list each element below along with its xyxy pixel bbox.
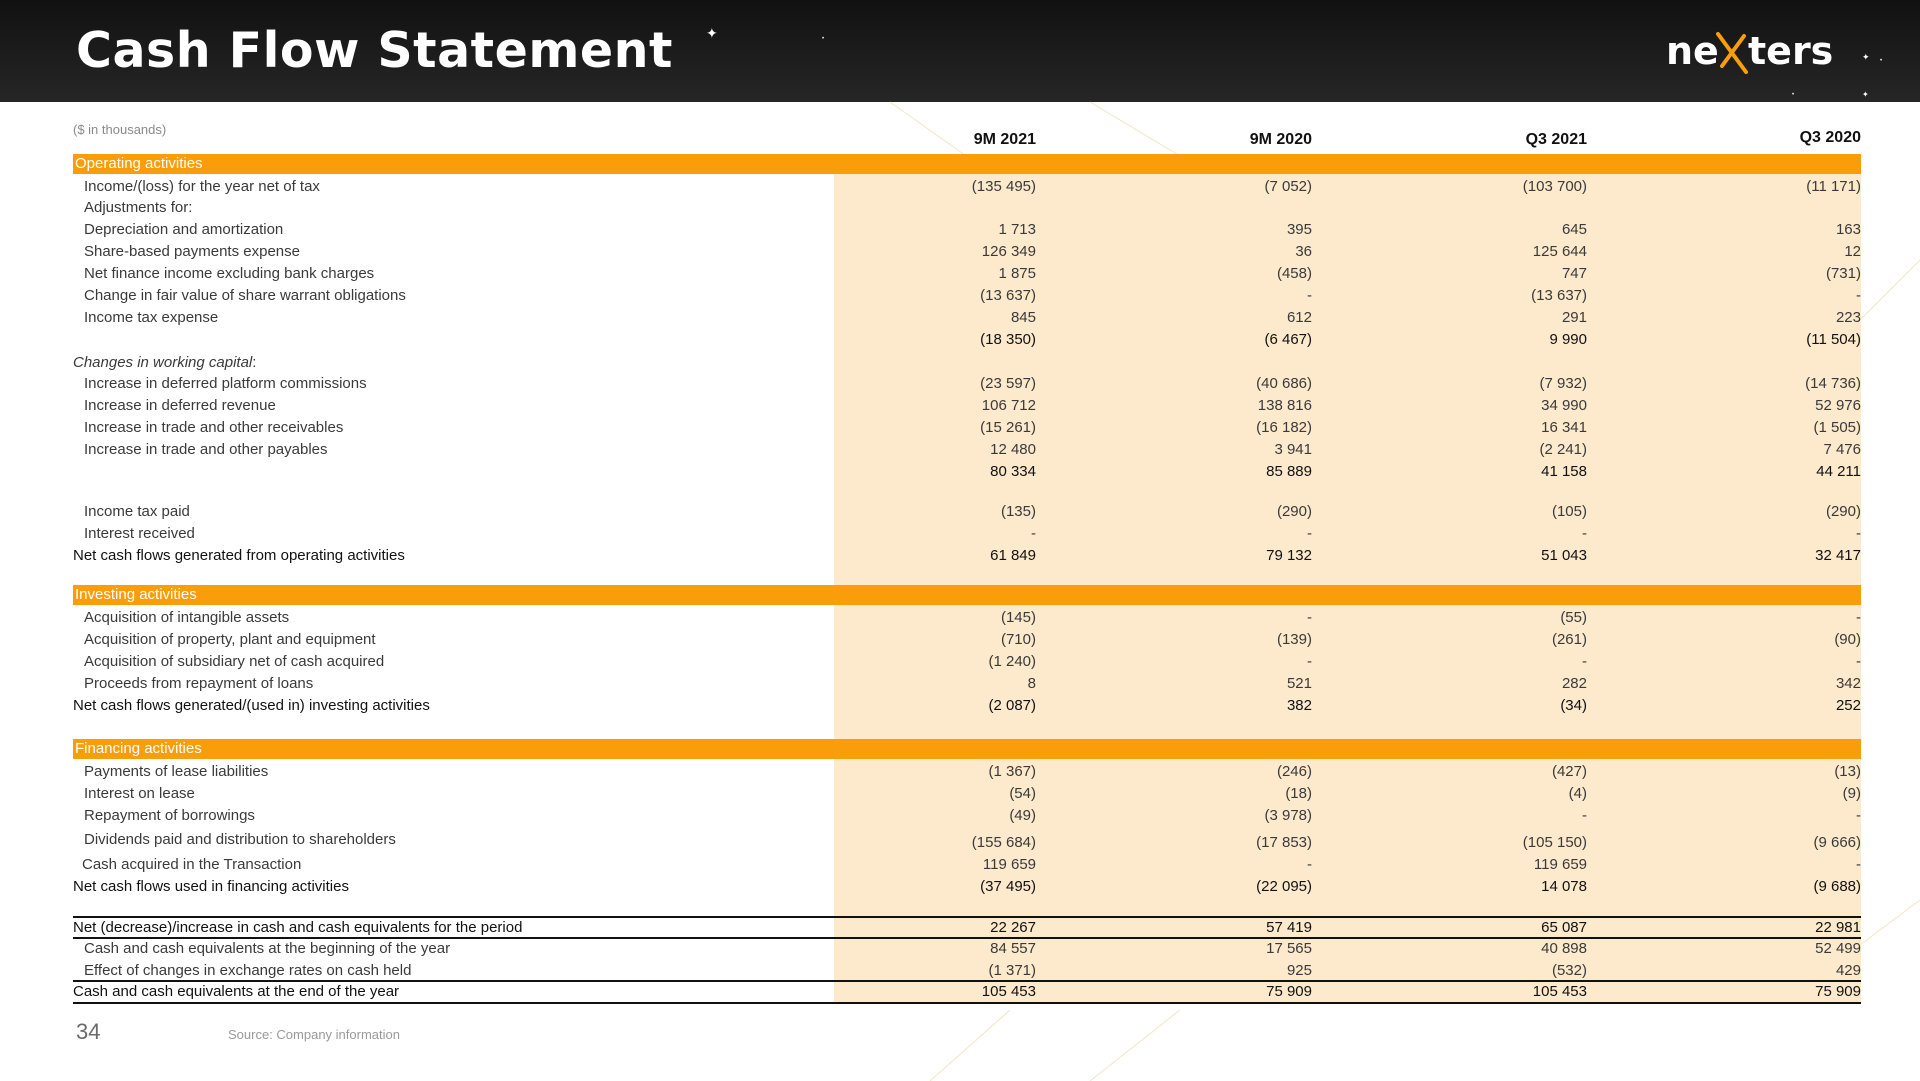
star-decoration: • xyxy=(822,36,825,42)
subtotal-row xyxy=(73,331,1861,351)
units-note: ($ in thousands) xyxy=(73,122,167,137)
source-note: Source: Company information xyxy=(228,1027,400,1042)
section-investing xyxy=(73,585,1861,605)
row-label: Effect of changes in exchange rates on cash held xyxy=(84,962,412,979)
cell-9m-2021: (145) xyxy=(1000,609,1036,626)
cell-q3-2021: 41 158 xyxy=(1541,463,1587,480)
cell-q3-2020: 429 xyxy=(1835,962,1861,979)
cell-9m-2021: 22 267 xyxy=(990,919,1036,936)
cell-q3-2020: - xyxy=(1856,287,1861,304)
cell-q3-2020: (1 505) xyxy=(1813,419,1861,436)
row-label: Acquisition of property, plant and equipment xyxy=(84,631,376,648)
cell-q3-2020: (14 736) xyxy=(1805,375,1861,392)
table-row xyxy=(73,763,1861,783)
nexters-logo-mark xyxy=(1666,24,1844,80)
cell-q3-2021: - xyxy=(1582,653,1587,670)
cell-q3-2020: 22 981 xyxy=(1815,919,1861,936)
cell-9m-2021: 1 713 xyxy=(998,221,1036,238)
cell-9m-2020: (18) xyxy=(1285,785,1312,802)
cell-9m-2021: (135) xyxy=(1000,503,1036,520)
cell-q3-2021: - xyxy=(1582,807,1587,824)
cell-9m-2020: 395 xyxy=(1286,221,1312,238)
cell-9m-2021: (2 087) xyxy=(988,697,1036,714)
subtotal-row xyxy=(73,463,1861,483)
cell-q3-2020: 163 xyxy=(1835,221,1861,238)
cell-q3-2020: 32 417 xyxy=(1815,547,1861,564)
cell-9m-2021: (13 637) xyxy=(980,287,1036,304)
star-decoration: • xyxy=(1792,92,1795,98)
cell-q3-2020: - xyxy=(1856,856,1861,873)
svg-text:ters: ters xyxy=(1748,29,1834,73)
cell-9m-2020: - xyxy=(1307,856,1312,873)
summary-rule xyxy=(73,937,1861,939)
cell-9m-2020: - xyxy=(1307,287,1312,304)
cell-q3-2020: (9) xyxy=(1842,785,1861,802)
nexters-logo xyxy=(1666,24,1844,80)
cell-q3-2021: (427) xyxy=(1551,763,1587,780)
row-label: Increase in deferred revenue xyxy=(84,397,276,414)
cell-9m-2020: 925 xyxy=(1286,962,1312,979)
cell-q3-2020: (731) xyxy=(1825,265,1861,282)
table-row xyxy=(73,265,1861,285)
table-row xyxy=(73,675,1861,695)
cell-9m-2021: (37 495) xyxy=(980,878,1036,895)
table-row xyxy=(73,631,1861,651)
table-row xyxy=(73,503,1861,523)
cell-q3-2021: (103 700) xyxy=(1522,178,1587,195)
cell-9m-2021: 1 875 xyxy=(998,265,1036,282)
cell-9m-2020: (22 095) xyxy=(1256,878,1312,895)
cell-q3-2021: 16 341 xyxy=(1541,419,1587,436)
net-change-row xyxy=(73,919,1861,939)
table-row xyxy=(73,609,1861,629)
cell-q3-2020: (9 666) xyxy=(1813,834,1861,851)
row-label: Repayment of borrowings xyxy=(84,807,255,824)
cell-9m-2021: (49) xyxy=(1009,807,1036,824)
table-row xyxy=(73,221,1861,241)
star-decoration: ✦ xyxy=(1862,52,1870,62)
star-decoration: ✦ xyxy=(706,25,718,41)
cell-q3-2020: (11 504) xyxy=(1806,331,1861,348)
cell-9m-2021: (54) xyxy=(1009,785,1036,802)
row-label: Income tax paid xyxy=(84,503,190,520)
ending-cash-row xyxy=(73,983,1861,1003)
cell-9m-2021: 12 480 xyxy=(990,441,1036,458)
cell-9m-2020: 138 816 xyxy=(1257,397,1312,414)
cell-q3-2020: 342 xyxy=(1835,675,1861,692)
table-row xyxy=(73,940,1861,960)
page-title: Cash Flow Statement xyxy=(76,22,673,79)
row-label: Net cash flows used in financing activities xyxy=(73,878,349,895)
cell-q3-2021: 645 xyxy=(1561,221,1587,238)
cell-9m-2021: (155 684) xyxy=(971,834,1036,851)
column-header-9m-2020: 9M 2020 xyxy=(1249,131,1312,148)
row-label: Increase in deferred platform commissions xyxy=(84,375,367,392)
row-label: Interest on lease xyxy=(84,785,195,802)
cell-q3-2021: (13 637) xyxy=(1531,287,1587,304)
cell-9m-2020: 612 xyxy=(1286,309,1312,326)
cell-q3-2020: 75 909 xyxy=(1815,983,1861,1000)
table-row xyxy=(73,525,1861,545)
table-row xyxy=(73,653,1861,673)
cell-9m-2020: 85 889 xyxy=(1266,463,1312,480)
cell-9m-2020: (7 052) xyxy=(1264,178,1312,195)
row-label: Net finance income excluding bank charges xyxy=(84,265,375,282)
row-label: Change in fair value of share warrant obligations xyxy=(84,287,406,304)
cell-9m-2021: 845 xyxy=(1010,309,1036,326)
cell-9m-2021: 106 712 xyxy=(981,397,1036,414)
cell-9m-2020: (3 978) xyxy=(1264,807,1312,824)
cell-q3-2021: 51 043 xyxy=(1541,547,1587,564)
cell-9m-2020: - xyxy=(1307,525,1312,542)
row-label: Changes in working capital: xyxy=(73,354,257,371)
cell-q3-2021: 40 898 xyxy=(1541,940,1587,957)
row-label: Dividends paid and distribution to shareholders xyxy=(84,831,396,848)
section-title: Operating activities xyxy=(75,155,203,172)
cell-9m-2021: 61 849 xyxy=(990,547,1036,564)
column-header-9m-2021: 9M 2021 xyxy=(973,131,1036,148)
summary-rule xyxy=(73,1002,1861,1004)
row-label: Share-based payments expense xyxy=(84,243,300,260)
cell-q3-2020: - xyxy=(1856,807,1861,824)
table-row xyxy=(73,397,1861,417)
cell-q3-2020: 252 xyxy=(1835,697,1861,714)
table-row xyxy=(73,243,1861,263)
cell-9m-2021: 8 xyxy=(1027,675,1036,692)
row-label: Adjustments for: xyxy=(84,199,193,216)
table-row xyxy=(73,199,1861,219)
cell-q3-2021: 14 078 xyxy=(1541,878,1587,895)
cell-q3-2021: 65 087 xyxy=(1541,919,1587,936)
cell-q3-2021: (2 241) xyxy=(1539,441,1587,458)
cell-9m-2020: (40 686) xyxy=(1256,375,1312,392)
cell-q3-2020: (290) xyxy=(1825,503,1861,520)
cell-9m-2020: 521 xyxy=(1286,675,1312,692)
cell-q3-2021: 282 xyxy=(1561,675,1587,692)
cell-9m-2020: - xyxy=(1307,653,1312,670)
cell-q3-2020: (11 171) xyxy=(1806,178,1861,195)
cell-q3-2021: (105 150) xyxy=(1522,834,1587,851)
row-label: Income/(loss) for the year net of tax xyxy=(84,178,320,195)
row-label: Acquisition of subsidiary net of cash acquired xyxy=(84,653,385,670)
cell-9m-2021: 119 659 xyxy=(982,856,1036,873)
cell-q3-2020: 52 976 xyxy=(1815,397,1861,414)
cell-q3-2021: (55) xyxy=(1560,609,1587,626)
section-title: Investing activities xyxy=(75,586,197,603)
cell-q3-2020: - xyxy=(1856,525,1861,542)
table-row xyxy=(73,856,1861,876)
cell-9m-2020: (17 853) xyxy=(1256,834,1312,851)
cell-q3-2021: (4) xyxy=(1568,785,1587,802)
cell-q3-2021: (34) xyxy=(1560,697,1587,714)
cell-q3-2021: (532) xyxy=(1551,962,1587,979)
working-capital-heading xyxy=(73,354,1861,374)
investing-total-row xyxy=(73,697,1861,717)
row-label: Depreciation and amortization xyxy=(84,221,284,238)
row-label: Payments of lease liabilities xyxy=(84,763,269,780)
table-row xyxy=(73,785,1861,805)
cell-9m-2021: (23 597) xyxy=(980,375,1036,392)
column-header-q3-2021: Q3 2021 xyxy=(1525,131,1587,148)
cell-q3-2021: 125 644 xyxy=(1532,243,1587,260)
cell-9m-2020: (16 182) xyxy=(1256,419,1312,436)
table-row xyxy=(73,375,1861,395)
cell-9m-2021: 80 334 xyxy=(990,463,1036,480)
cell-9m-2021: (135 495) xyxy=(971,178,1036,195)
cell-9m-2020: 382 xyxy=(1286,697,1312,714)
cell-q3-2020: 223 xyxy=(1835,309,1861,326)
cell-9m-2020: - xyxy=(1307,609,1312,626)
section-title: Financing activities xyxy=(75,740,202,757)
row-label: Net cash flows generated/(used in) investing activities xyxy=(73,697,430,714)
cell-q3-2021: 9 990 xyxy=(1549,331,1587,348)
cell-9m-2020: 3 941 xyxy=(1274,441,1312,458)
cell-9m-2020: (139) xyxy=(1276,631,1312,648)
cell-q3-2020: (9 688) xyxy=(1813,878,1861,895)
cell-q3-2020: 12 xyxy=(1844,243,1861,260)
row-label: Interest received xyxy=(84,525,195,542)
table-row xyxy=(73,287,1861,307)
cell-9m-2021: 105 453 xyxy=(981,983,1036,1000)
row-label: Cash acquired in the Transaction xyxy=(82,856,302,873)
table-row xyxy=(73,831,1861,851)
table-row xyxy=(73,309,1861,329)
cell-9m-2021: - xyxy=(1031,525,1036,542)
table-row xyxy=(73,807,1861,827)
summary-rule xyxy=(73,916,1861,918)
page-number: 34 xyxy=(76,1019,101,1044)
cell-q3-2021: 34 990 xyxy=(1541,397,1587,414)
cell-9m-2020: (458) xyxy=(1276,265,1312,282)
cell-9m-2021: (1 367) xyxy=(988,763,1036,780)
star-decoration: ✦ xyxy=(1862,90,1869,99)
cell-q3-2021: 747 xyxy=(1561,265,1587,282)
row-label: Net cash flows generated from operating activities xyxy=(73,547,405,564)
cell-q3-2020: (90) xyxy=(1834,631,1861,648)
row-label: Net (decrease)/increase in cash and cash equivalents for the period xyxy=(73,919,523,936)
section-financing xyxy=(73,739,1861,759)
row-label: Proceeds from repayment of loans xyxy=(84,675,314,692)
cell-9m-2021: (1 371) xyxy=(988,962,1036,979)
cell-q3-2020: 52 499 xyxy=(1815,940,1861,957)
cell-q3-2021: (7 932) xyxy=(1539,375,1587,392)
cell-9m-2021: (18 350) xyxy=(980,331,1036,348)
cell-9m-2020: (246) xyxy=(1276,763,1312,780)
cell-9m-2020: 75 909 xyxy=(1266,983,1312,1000)
row-label: Cash and cash equivalents at the beginning of the year xyxy=(84,940,451,957)
row-label: Cash and cash equivalents at the end of the year xyxy=(73,983,400,1000)
column-header-q3-2020: Q3 2020 xyxy=(1799,129,1861,146)
cell-9m-2021: (710) xyxy=(1000,631,1036,648)
star-decoration: • xyxy=(1880,58,1883,64)
row-label: Acquisition of intangible assets xyxy=(84,609,290,626)
cell-9m-2020: (6 467) xyxy=(1264,331,1312,348)
table-row xyxy=(73,441,1861,461)
svg-text:ne: ne xyxy=(1666,29,1719,73)
cell-q3-2021: 105 453 xyxy=(1532,983,1587,1000)
cell-9m-2020: 36 xyxy=(1295,243,1312,260)
cell-q3-2020: (13) xyxy=(1834,763,1861,780)
cell-9m-2020: (290) xyxy=(1276,503,1312,520)
section-operating xyxy=(73,154,1861,174)
cell-9m-2021: 126 349 xyxy=(981,243,1036,260)
cell-9m-2020: 17 565 xyxy=(1266,940,1312,957)
row-label: Increase in trade and other payables xyxy=(84,441,328,458)
column-headers xyxy=(0,127,1920,153)
cell-q3-2021: 291 xyxy=(1561,309,1587,326)
cell-9m-2021: 84 557 xyxy=(990,940,1036,957)
row-label: Income tax expense xyxy=(84,309,219,326)
cell-9m-2020: 79 132 xyxy=(1266,547,1312,564)
operating-total-row xyxy=(73,547,1861,567)
cell-q3-2021: 119 659 xyxy=(1533,856,1587,873)
table-row xyxy=(73,419,1861,439)
cell-q3-2020: - xyxy=(1856,653,1861,670)
financing-total-row xyxy=(73,878,1861,898)
summary-rule xyxy=(73,980,1861,982)
cell-q3-2020: 7 476 xyxy=(1823,441,1861,458)
table-row xyxy=(73,178,1861,198)
header-bar xyxy=(0,0,1920,102)
cell-9m-2020: 57 419 xyxy=(1266,919,1312,936)
cell-9m-2021: (1 240) xyxy=(988,653,1036,670)
row-label: Increase in trade and other receivables xyxy=(84,419,344,436)
cell-q3-2020: - xyxy=(1856,609,1861,626)
cell-q3-2021: (261) xyxy=(1551,631,1587,648)
table-row xyxy=(73,962,1861,982)
cell-q3-2020: 44 211 xyxy=(1816,463,1861,480)
cell-9m-2021: (15 261) xyxy=(980,419,1036,436)
cell-q3-2021: (105) xyxy=(1551,503,1587,520)
cell-q3-2021: - xyxy=(1582,525,1587,542)
